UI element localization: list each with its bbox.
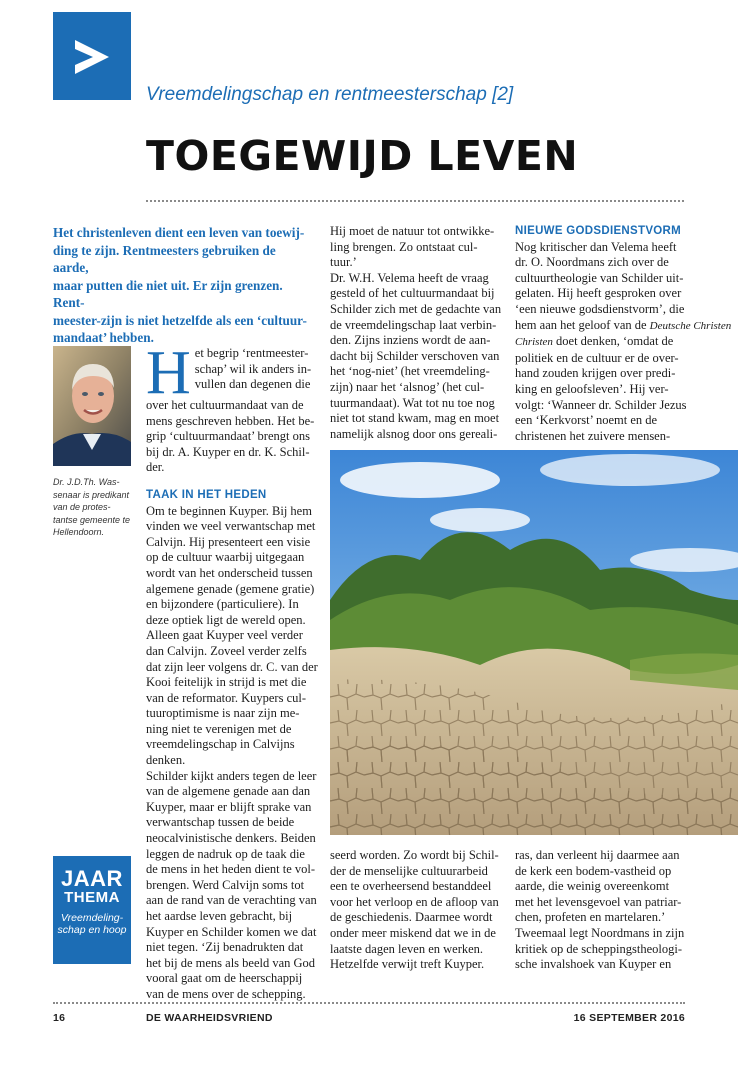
jaarthema-badge <box>53 856 131 964</box>
body-line <box>515 334 690 351</box>
body-line: seerd worden. Zo wordt bij Schil- <box>330 848 499 862</box>
body-line: Schilder zich met de gedachte van <box>330 301 502 316</box>
column-3-top <box>515 224 732 444</box>
body-line: met het levensgevoel van patriar- <box>515 894 682 909</box>
header-divider <box>146 200 684 202</box>
body-line: van de algemene genade aan dan <box>146 784 311 799</box>
body-line: van de reformator. Kuypers cul- <box>146 690 307 705</box>
body-line: Alleen gaat Kuyper veel verder <box>146 628 303 643</box>
publication-name: DE WAARHEIDSVRIEND <box>146 1012 273 1024</box>
body-text: doet denken, ‘omdat de <box>552 334 674 349</box>
body-line: bij dr. A. Kuyper en dr. K. Schil- <box>146 444 310 459</box>
body-line: van de mens over de schepping. <box>146 986 306 1001</box>
body-line: ning niet te verenigen met de <box>146 721 292 736</box>
body-line: cultuurtheologie van Schilder uit- <box>515 270 684 285</box>
body-line: verwantschap tussen de beide <box>146 815 295 830</box>
body-line: neocalvinistische denkers. Beiden <box>146 831 316 846</box>
article-text-record <box>0 0 1 1</box>
page-number: 16 <box>53 1012 66 1024</box>
body-line: Kuyper en Schilder komen we dat <box>146 924 317 939</box>
body-line: Nog kritischer dan Velema heeft <box>515 239 677 254</box>
body-line: christenen het zuivere mensen- <box>515 428 671 443</box>
body-line: het bij de mens als beeld van God <box>146 955 316 970</box>
body-line: vinden we veel verwantschap met <box>146 519 316 534</box>
body-line: ras, dan verleent hij daarmee aan <box>515 848 680 862</box>
intro-line: meester-zijn is niet hetzelfde als een ‘cultuur- <box>53 312 307 328</box>
caption-line: tantse gemeente te <box>53 514 131 525</box>
column-2-bottom <box>330 848 502 973</box>
body-line: den. Zijns inziens wordt de aan- <box>330 333 491 348</box>
body-line: hand zouden krijgen over predi- <box>515 366 676 381</box>
intro-text <box>0 0 1 1</box>
body-line: Kuyper, maar er blijft sprake van <box>146 799 312 814</box>
body-line: namelijk alsnog door ons gereali- <box>330 426 498 441</box>
body-line: niet tot stand kwam, mag en moet <box>330 411 500 426</box>
body-line: laatste dagen leven en werken. <box>330 941 484 956</box>
body-line: leggen de nadruk op de taak die <box>146 846 305 861</box>
body-line: schap’ wil ik anders in- <box>194 361 312 376</box>
body-line: het aardse leven gebracht, bij <box>146 909 293 923</box>
body-line: kritiek op de scheppingstheologi- <box>515 941 682 956</box>
body-line: niet tegen. ‘Zij benadrukten dat <box>146 940 304 955</box>
caption-line: Hellendoorn. <box>53 527 105 537</box>
body-line: aarde, die weinig overeenkomt <box>515 879 670 894</box>
body-line: op de cultuur waarbij uitgegaan <box>146 550 305 565</box>
body-line: dan Calvijn. Zoveel verder zelfs <box>146 643 307 658</box>
body-line: dr. O. Noordmans zich over de <box>515 255 669 270</box>
body-line: vreemdelingschap in Calvijns <box>146 737 295 752</box>
article-headline: TOEGEWIJD LEVEN <box>146 132 579 180</box>
body-line: vullen dan degenen die <box>194 377 311 392</box>
body-line: king en geloofsleven’. Hij ver- <box>515 381 669 396</box>
body-line: de mens in het heden dient te vol- <box>146 862 316 877</box>
body-text: hem aan het geloof van de <box>515 317 647 332</box>
body-line: over het cultuurmandaat van de <box>146 398 304 412</box>
italic-term: Deutsche Christen <box>649 319 732 332</box>
dry-land-photo <box>330 450 738 835</box>
column-2-top <box>330 224 502 442</box>
body-line: Hetzelfde verwijt treft Kuyper. <box>330 957 485 972</box>
intro-line: mandaat’ hebben. <box>53 330 154 345</box>
body-line: mens geschreven hebben. Het be- <box>146 413 315 428</box>
column-1 <box>146 339 318 1003</box>
body-line: algemene genade (gemene gratie) <box>146 581 315 596</box>
thema-subtitle-2: schap en hoop <box>57 924 127 936</box>
body-line: ‘een nieuwe godsdienstvorm’, die <box>515 301 685 316</box>
body-line: Om te beginnen Kuyper. Bij hem <box>146 503 312 518</box>
body-line: de kerk een bodem-vastheid op <box>515 863 672 878</box>
body-line: politiek en de cultuur er de over- <box>515 350 679 365</box>
intro-paragraph <box>53 224 311 347</box>
body-line: ling brengen. Zo ontstaat cul- <box>330 239 478 254</box>
body-line: onder meer miskend dat we in de <box>330 925 496 940</box>
body-line: Kooi feitelijk in strijd is met die <box>146 675 307 690</box>
body-line: de geschiedenis. Daarmee wordt <box>330 910 493 925</box>
italic-term: Christen <box>515 336 553 349</box>
author-portrait <box>53 346 131 466</box>
body-line: dacht bij Schilder verschoven van <box>330 348 500 363</box>
subheading-godsdienstvorm: NIEUWE GODSDIENSTVORM <box>515 225 682 237</box>
thema-subtitle-1: Vreemdeling- <box>60 912 124 924</box>
body-line: aan de rand van de verachting van <box>146 893 317 908</box>
body-line: denken. <box>146 753 186 768</box>
drop-cap: H <box>146 339 191 407</box>
body-line: tuur.’ <box>330 255 357 270</box>
body-line: en bijzondere (particuliere). In <box>146 597 299 612</box>
body-line: Calvijn. Hij presenteert een visie <box>146 534 311 549</box>
intro-line: maar putten die niet uit. Er zijn grenzen. Rent- <box>53 277 283 310</box>
body-line: gelaten. Hij heeft gesproken over <box>515 286 682 301</box>
body-line: vooral gaat om de heerschappij <box>146 971 303 986</box>
body-line: een te overheersend bestanddeel <box>330 879 492 894</box>
body-line: zijn) naar het ‘alsnog’ (het cul- <box>330 379 485 394</box>
body-line: voor het verloop en de afloop van <box>330 894 499 909</box>
intro-line: Het christenleven dient een leven van toewij- <box>53 225 305 240</box>
body-line: Tweemaal legt Noordmans in zijn <box>515 925 685 940</box>
body-line: volgt: ‘Wanneer dr. Schilder Jezus <box>515 397 687 412</box>
body-line: deze optiek ligt de wereld open. <box>146 612 306 627</box>
caption-line: van de protes- <box>53 502 111 512</box>
section-chevron-box <box>53 12 131 100</box>
body-line: Dr. W.H. Velema heeft de vraag <box>330 270 489 285</box>
subheading-taak: TAAK IN HET HEDEN <box>146 488 267 501</box>
author-caption <box>53 476 135 539</box>
jaar-label: JAAR <box>61 866 123 891</box>
body-line: der de menselijke cultuurarbeid <box>330 863 488 878</box>
column-3-bottom <box>515 848 690 973</box>
body-line: een ‘Kerkvorst’ noemt en de <box>515 413 658 428</box>
caption-line: senaar is predikant <box>53 489 130 500</box>
body-line: sche invalshoek van Kuyper en <box>515 957 672 972</box>
body-line: tuurmandaat). Wat tot nu toe nog <box>330 395 495 410</box>
body-line: brengen. Werd Calvijn soms tot <box>146 877 305 892</box>
body-line: dat zijn leer volgens dr. C. van der <box>146 659 318 674</box>
body-line: der. <box>146 460 165 475</box>
intro-line: ding te zijn. Rentmeesters gebruiken de aarde, <box>53 242 276 275</box>
body-line: het ‘nog-niet’ (het vreemdeling- <box>330 364 490 379</box>
body-line: gesteld of het cultuurmandaat bij <box>330 286 495 301</box>
body-line: Hij moet de natuur tot ontwikke- <box>330 224 495 238</box>
caption-line: Dr. J.D.Th. Was- <box>53 477 120 487</box>
body-line: grip ‘cultuurmandaat’ brengt ons <box>146 429 310 444</box>
body-line: tuuroptimisme is naar zijn me- <box>146 706 300 721</box>
thema-label: THEMA <box>64 889 120 906</box>
body-line: de vreemdelingschap laat verbin- <box>330 317 497 332</box>
body-line: wordt van het onderscheid tussen <box>146 565 313 580</box>
body-line: chen, profeten en martelaren.’ <box>515 910 666 925</box>
body-line: et begrip ‘rentmeester- <box>194 346 309 360</box>
issue-date: 16 SEPTEMBER 2016 <box>573 1012 685 1024</box>
body-line: Schilder kijkt anders tegen de leer <box>146 768 317 783</box>
footer-divider <box>53 1002 685 1004</box>
series-title: Vreemdelingschap en rentmeesterschap [2] <box>146 84 514 105</box>
body-line <box>515 317 732 335</box>
chevron-right-icon <box>73 40 111 74</box>
